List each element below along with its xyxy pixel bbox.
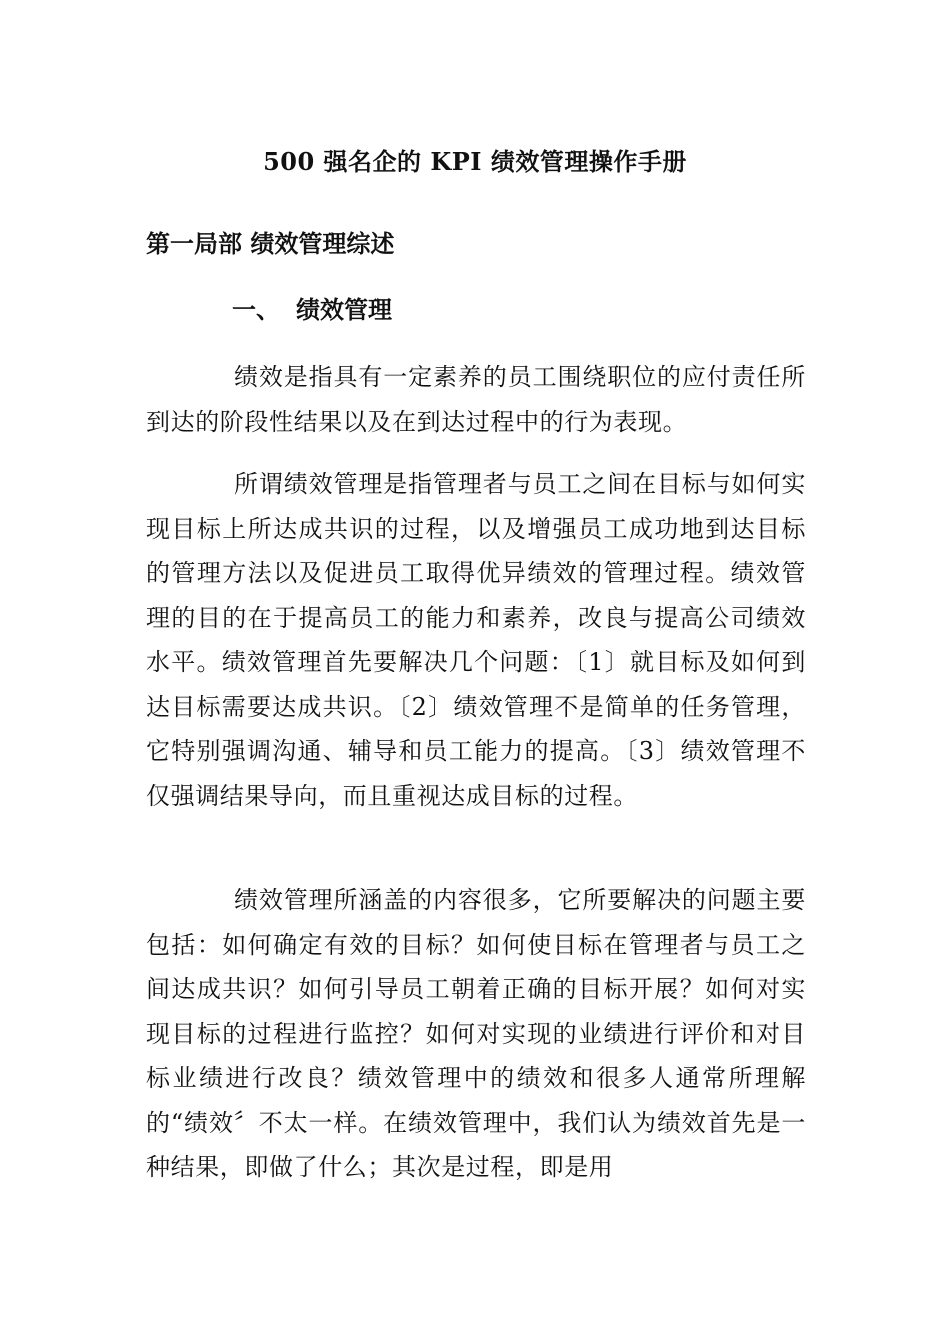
paragraph: 所谓绩效管理是指管理者与员工之间在目标与如何实现目标上所达成共识的过程，以及增强员工成功地到达目标的管理方法以及促进员工取得优异绩效的管理过程。绩效管理的目的在于提高员工的能力和素养，改良与提高公司绩效水平。绩效管理首先要解决几个问题：〔1〕就目标及如何到达目标需要达成共识。〔2〕绩效管理不是简单的任务管理，它特别强调沟通、辅导和员工能力的提高。〔3〕绩效管理不仅强调结果导向，而且重视达成目标的过程。: [146, 470, 806, 810]
part-heading: 第一局部 绩效管理综述: [146, 229, 395, 258]
document-title: 500 强名企的 KPI 绩效管理操作手册: [263, 147, 687, 176]
section-title: 绩效管理: [296, 295, 392, 324]
paragraph: 绩效管理所涵盖的内容很多，它所要解决的问题主要包括：如何确定有效的目标？如何使目标在管理者与员工之间达成共识？如何引导员工朝着正确的目标开展？如何对实现目标的过程进行监控？如何对实现的业绩进行评价和对目标业绩进行改良？绩效管理中的绩效和很多人通常所理解的“绩效〞不太一样。在绩效管理中，我们认为绩效首先是一种结果，即做了什么；其次是过程，即是用: [146, 886, 806, 1181]
paragraph: 绩效是指具有一定素养的员工围绕职位的应付责任所到达的阶段性结果以及在到达过程中的行为表现。: [146, 363, 806, 436]
section-heading: [232, 294, 392, 326]
section-number: 一、: [232, 295, 280, 324]
